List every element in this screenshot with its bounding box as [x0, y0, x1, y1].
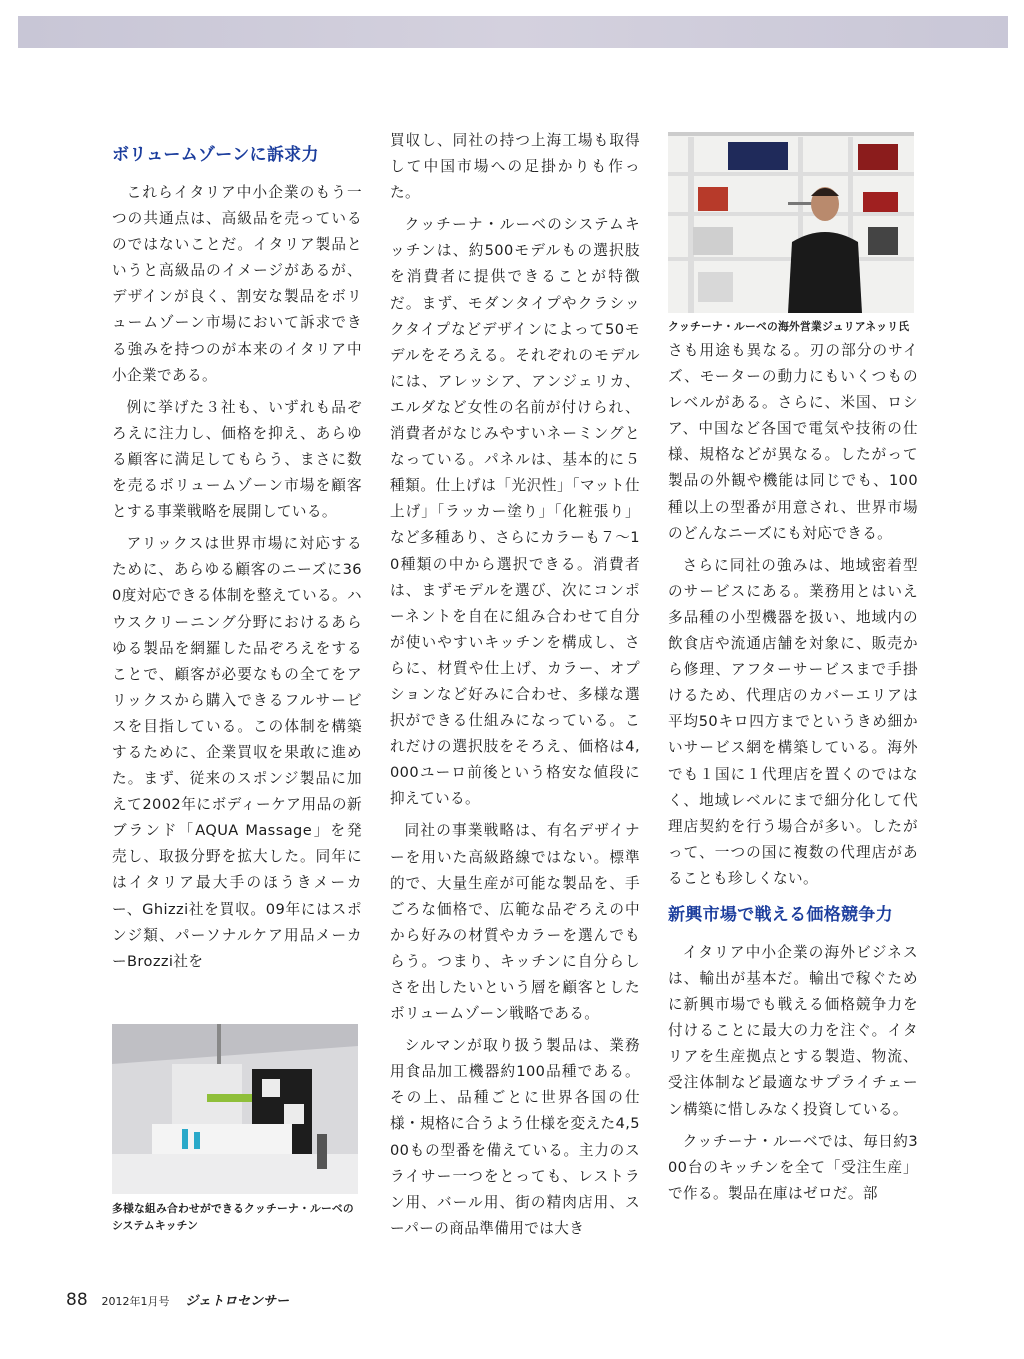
article-column-2	[390, 128, 640, 1248]
body-paragraph: イタリア中小企業の海外ビジネスは、輸出が基本だ。輸出で稼ぐために新興市場でも戦える価格競争力を付けることに最大の力を注ぐ。イタリアを生産拠点とする製造、物流、受注体制など最適なサプライチェーン構築に惜しみなく投資している。	[668, 943, 918, 1118]
body-paragraph: クッチーナ・ルーベのシステムキッチンは、約500モデルもの選択肢を消費者に提供できることが特徴だ。まず、モダンタイプやクラシックタイプなどデザインによって50モデルをそろえる。それぞれのモデルには、アレッシア、アンジェリカ、エルダなど女性の名前が付けられ、消費者がなじみやすいネーミングとなっている。パネルは、基本的に５種類。仕上げは「光沢性」「マット仕上げ」「ラッカー塗り」「化粧張り」など多種あり、さらにカラーも７～10種類の中から選択できる。消費者は、まずモデルを選び、次にコンポーネントを自在に組み合わせて自分が使いやすいキッチンを構成し、さらに、材質や仕上げ、カラー、オプションなど好みに合わせ、多様な選択ができる仕組みになっている。これだけの選択肢をそろえ、価格は4,000ユーロ前後という格安な値段に抑えている。	[390, 216, 640, 808]
body-paragraph: 買収し、同社の持つ上海工場も取得して中国市場への足掛かりも作った。	[390, 132, 640, 202]
page-number: 88	[66, 1290, 88, 1310]
body-paragraph: さらに同社の強みは、地域密着型のサービスにある。業務用とはいえ多品種の小型機器を扱い、地域内の飲食店や流通店舗を対象に、販売から修理、アフターサービスまで手掛けるため、代理店のカバーエリアは平均50キロ四方までというきめ細かいサービス網を構築している。海外でも１国に１代理店を置くのではなく、地域レベルにまで細分化して代理店契約を行う場合が多い。したがって、一つの国に複数の代理店があることも珍しくない。	[668, 556, 918, 887]
section-heading-price-competitiveness: 新興市場で戦える価格競争力	[668, 904, 893, 925]
body-paragraph: クッチーナ・ルーベでは、毎日約300台のキッチンを全て「受注生産」で作る。製品在庫はゼロだ。部	[668, 1132, 918, 1202]
section-heading-volume-zone: ボリュームゾーンに訴求力	[112, 145, 319, 165]
kitchen-photo-caption: 多様な組み合わせができるクッチーナ・ルーベのシステムキッチン	[112, 1202, 354, 1232]
page-footer	[66, 1290, 289, 1310]
kitchen-illustration	[112, 1024, 358, 1194]
portrait-photo	[668, 132, 914, 313]
body-paragraph: 例に挙げた３社も、いずれも品ぞろえに注力し、価格を抑え、あらゆる顧客に満足してもらう、まさに数を売るボリュームゾーン市場を顧客とする事業戦略を展開している。	[112, 398, 362, 521]
issue-date: 2012年1月号	[101, 1295, 170, 1308]
magazine-title: ジェトロセンサー	[185, 1294, 290, 1309]
office-portrait-illustration	[668, 132, 914, 313]
body-paragraph: 同社の事業戦略は、有名デザイナーを用いた高級路線ではない。標準的で、大量生産が可能な製品を、手ごろな価格で、広範な品ぞろえの中から好みの材質やカラーを選んでもらう。つまり、キッチンに自分らしさを出したいという層を顧客としたボリュームゾーン戦略である。	[390, 822, 640, 1023]
body-paragraph: さも用途も異なる。刃の部分のサイズ、モーターの動力にもいくつものレベルがある。さらに、米国、ロシア、中国など各国で電気や技術の仕様、規格などが異なる。したがって製品の外観や機能は同じでも、100種以上の型番が用意され、世界市場のどんなニーズにも対応できる。	[668, 342, 918, 542]
portrait-photo-caption: クッチーナ・ルーベの海外営業ジュリアネッリ氏	[668, 320, 910, 333]
body-paragraph: アリックスは世界市場に対応するために、あらゆる顧客のニーズに360度対応できる体制を整えている。ハウスクリーニング分野におけるあらゆる製品を網羅した品ぞろえをすることで、顧客が必要なもの全てをアリックスから購入できるフルサービスを目指している。この体制を構築するために、企業買収を果敢に進めた。まず、従来のスポンジ製品に加えて2002年にボディーケア用品の新ブランド「AQUA Massage」を発売し、取扱分野を拡大した。同年にはイタリア最大手のほうきメーカー、Ghizzi社を買収。09年にはスポンジ類、パーソナルケア用品メーカーBrozzi社を	[112, 535, 362, 970]
body-paragraph: これらイタリア中小企業のもう一つの共通点は、高級品を売っているのではないことだ。イタリア製品というと高級品のイメージがあるが、デザインが良く、割安な製品をボリュームゾーン市場において訴求できる強みを持つのが本来のイタリア中小企業である。	[112, 184, 362, 384]
kitchen-photo	[112, 1024, 358, 1194]
body-paragraph: シルマンが取り扱う製品は、業務用食品加工機器約100品種である。その上、品種ごとに世界各国の仕様・規格に合うよう仕様を変えた4,500もの型番を備えている。主力のスライサー一つをとっても、レストラン用、バール用、街の精肉店用、スーパーの商品準備用では大き	[390, 1037, 640, 1237]
article-column-1	[112, 128, 362, 981]
header-color-band	[18, 16, 1008, 48]
